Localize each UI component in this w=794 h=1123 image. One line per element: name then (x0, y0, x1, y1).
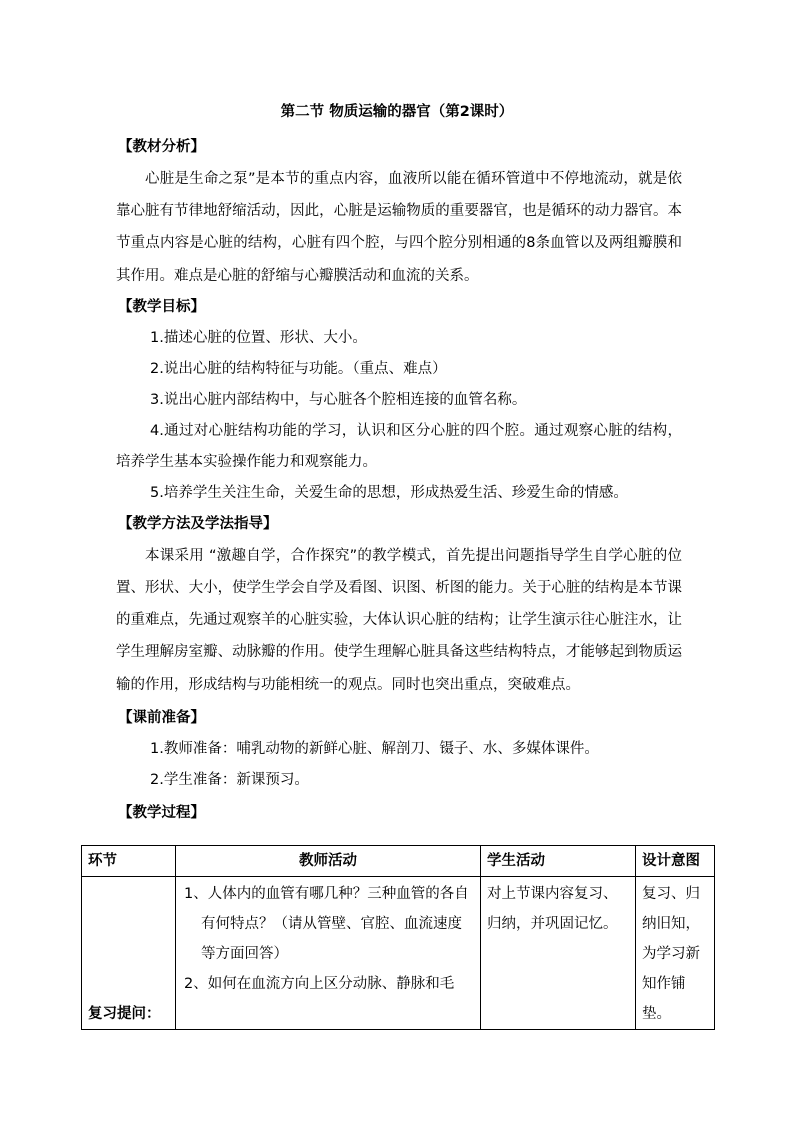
header-student-activity: 学生活动 (481, 846, 636, 877)
prep-item-1: 1.教师准备：哺乳动物的新鲜心脏、解剖刀、镊子、水、多媒体课件。 (150, 740, 599, 757)
goal-item-1: 1.描述心脏的位置、形状、大小。 (150, 329, 367, 346)
student-activity-text: 对上节课内容复习、归纳，并巩固记忆。 (487, 886, 618, 932)
goal-item-2: 2.说出心脏的结构特征与功能。（重点、难点） (150, 360, 447, 377)
header-design-intent: 设计意图 (636, 846, 715, 877)
header-stage: 环节 (82, 846, 176, 877)
cell-design-intent (636, 877, 715, 1030)
document-body (116, 132, 682, 829)
design-intent-text: 复习、归纳旧知，为学习新知作铺垫。 (642, 886, 700, 1022)
prep-item-2: 2.学生准备：新课预习。 (150, 771, 309, 788)
goal-item-3: 3.说出心脏内部结构中，与心脏各个腔相连接的血管名称。 (150, 391, 527, 408)
heading-prep: 【课前准备】 (118, 709, 205, 726)
teacher-question-2: 2、如何在血流方向上区分动脉、静脉和毛 (184, 976, 455, 992)
heading-methods: 【教学方法及学法指导】 (118, 515, 278, 532)
analysis-paragraph: 心脏是生命之泵”是本节的重点内容，血液所以能在循环管道中不停地流动，就是依靠心脏有节律地舒缩活动，因此，心脏是运输物质的重要器官，也是循环的动力器官。本节重点内容是心脏的结构，心脏有四个腔，与四个腔分别相通的8条血管以及两组瓣膜和其作用。难点是心脏的舒缩与心瓣膜活动和血流的关系。 (116, 171, 682, 284)
goal-item-4: 4.通过对心脏结构功能的学习，认识和区分心脏的四个腔。通过观察心脏的结构，培养学生基本实验操作能力和观察能力。 (116, 422, 682, 470)
cell-stage (82, 877, 176, 1030)
heading-analysis: 【教材分析】 (118, 139, 205, 155)
cell-teacher-activity (176, 877, 481, 1030)
table-row (82, 877, 715, 1030)
table-header-row (82, 846, 715, 877)
heading-process: 【教学过程】 (118, 804, 205, 821)
page-title: 第二节 物质运输的器官（第2课时） (280, 104, 514, 120)
teacher-question-1: 1、人体内的血管有哪几种？三种血管的各自有何特点？（请从管壁、官腔、血流速度等方面回答） (184, 886, 469, 962)
cell-student-activity (481, 877, 636, 1030)
header-teacher-activity: 教师活动 (176, 846, 481, 877)
methods-paragraph: 本课采用 “激趣自学，合作探究”的教学模式，首先提出问题指导学生自学心脏的位置、形状、大小，使学生学会自学及看图、识图、析图的能力。关于心脏的结构是本节课的重难点，先通过观察羊的心脏实验，大体认识心脏的结构；让学生演示往心脏注水，让学生理解房室瓣、动脉瓣的作用。使学生理解心脏具备这些结构特点，才能够起到物质运输的作用，形成结构与功能相统一的观点。同时也突出重点，突破难点。 (116, 547, 682, 693)
teaching-process-table (81, 845, 715, 1030)
heading-goals: 【教学目标】 (118, 298, 205, 315)
goal-item-5: 5.培养学生关注生命，关爱生命的思想，形成热爱生活、珍爱生命的情感。 (150, 484, 628, 501)
stage-label: 复习提问： (88, 1006, 161, 1022)
